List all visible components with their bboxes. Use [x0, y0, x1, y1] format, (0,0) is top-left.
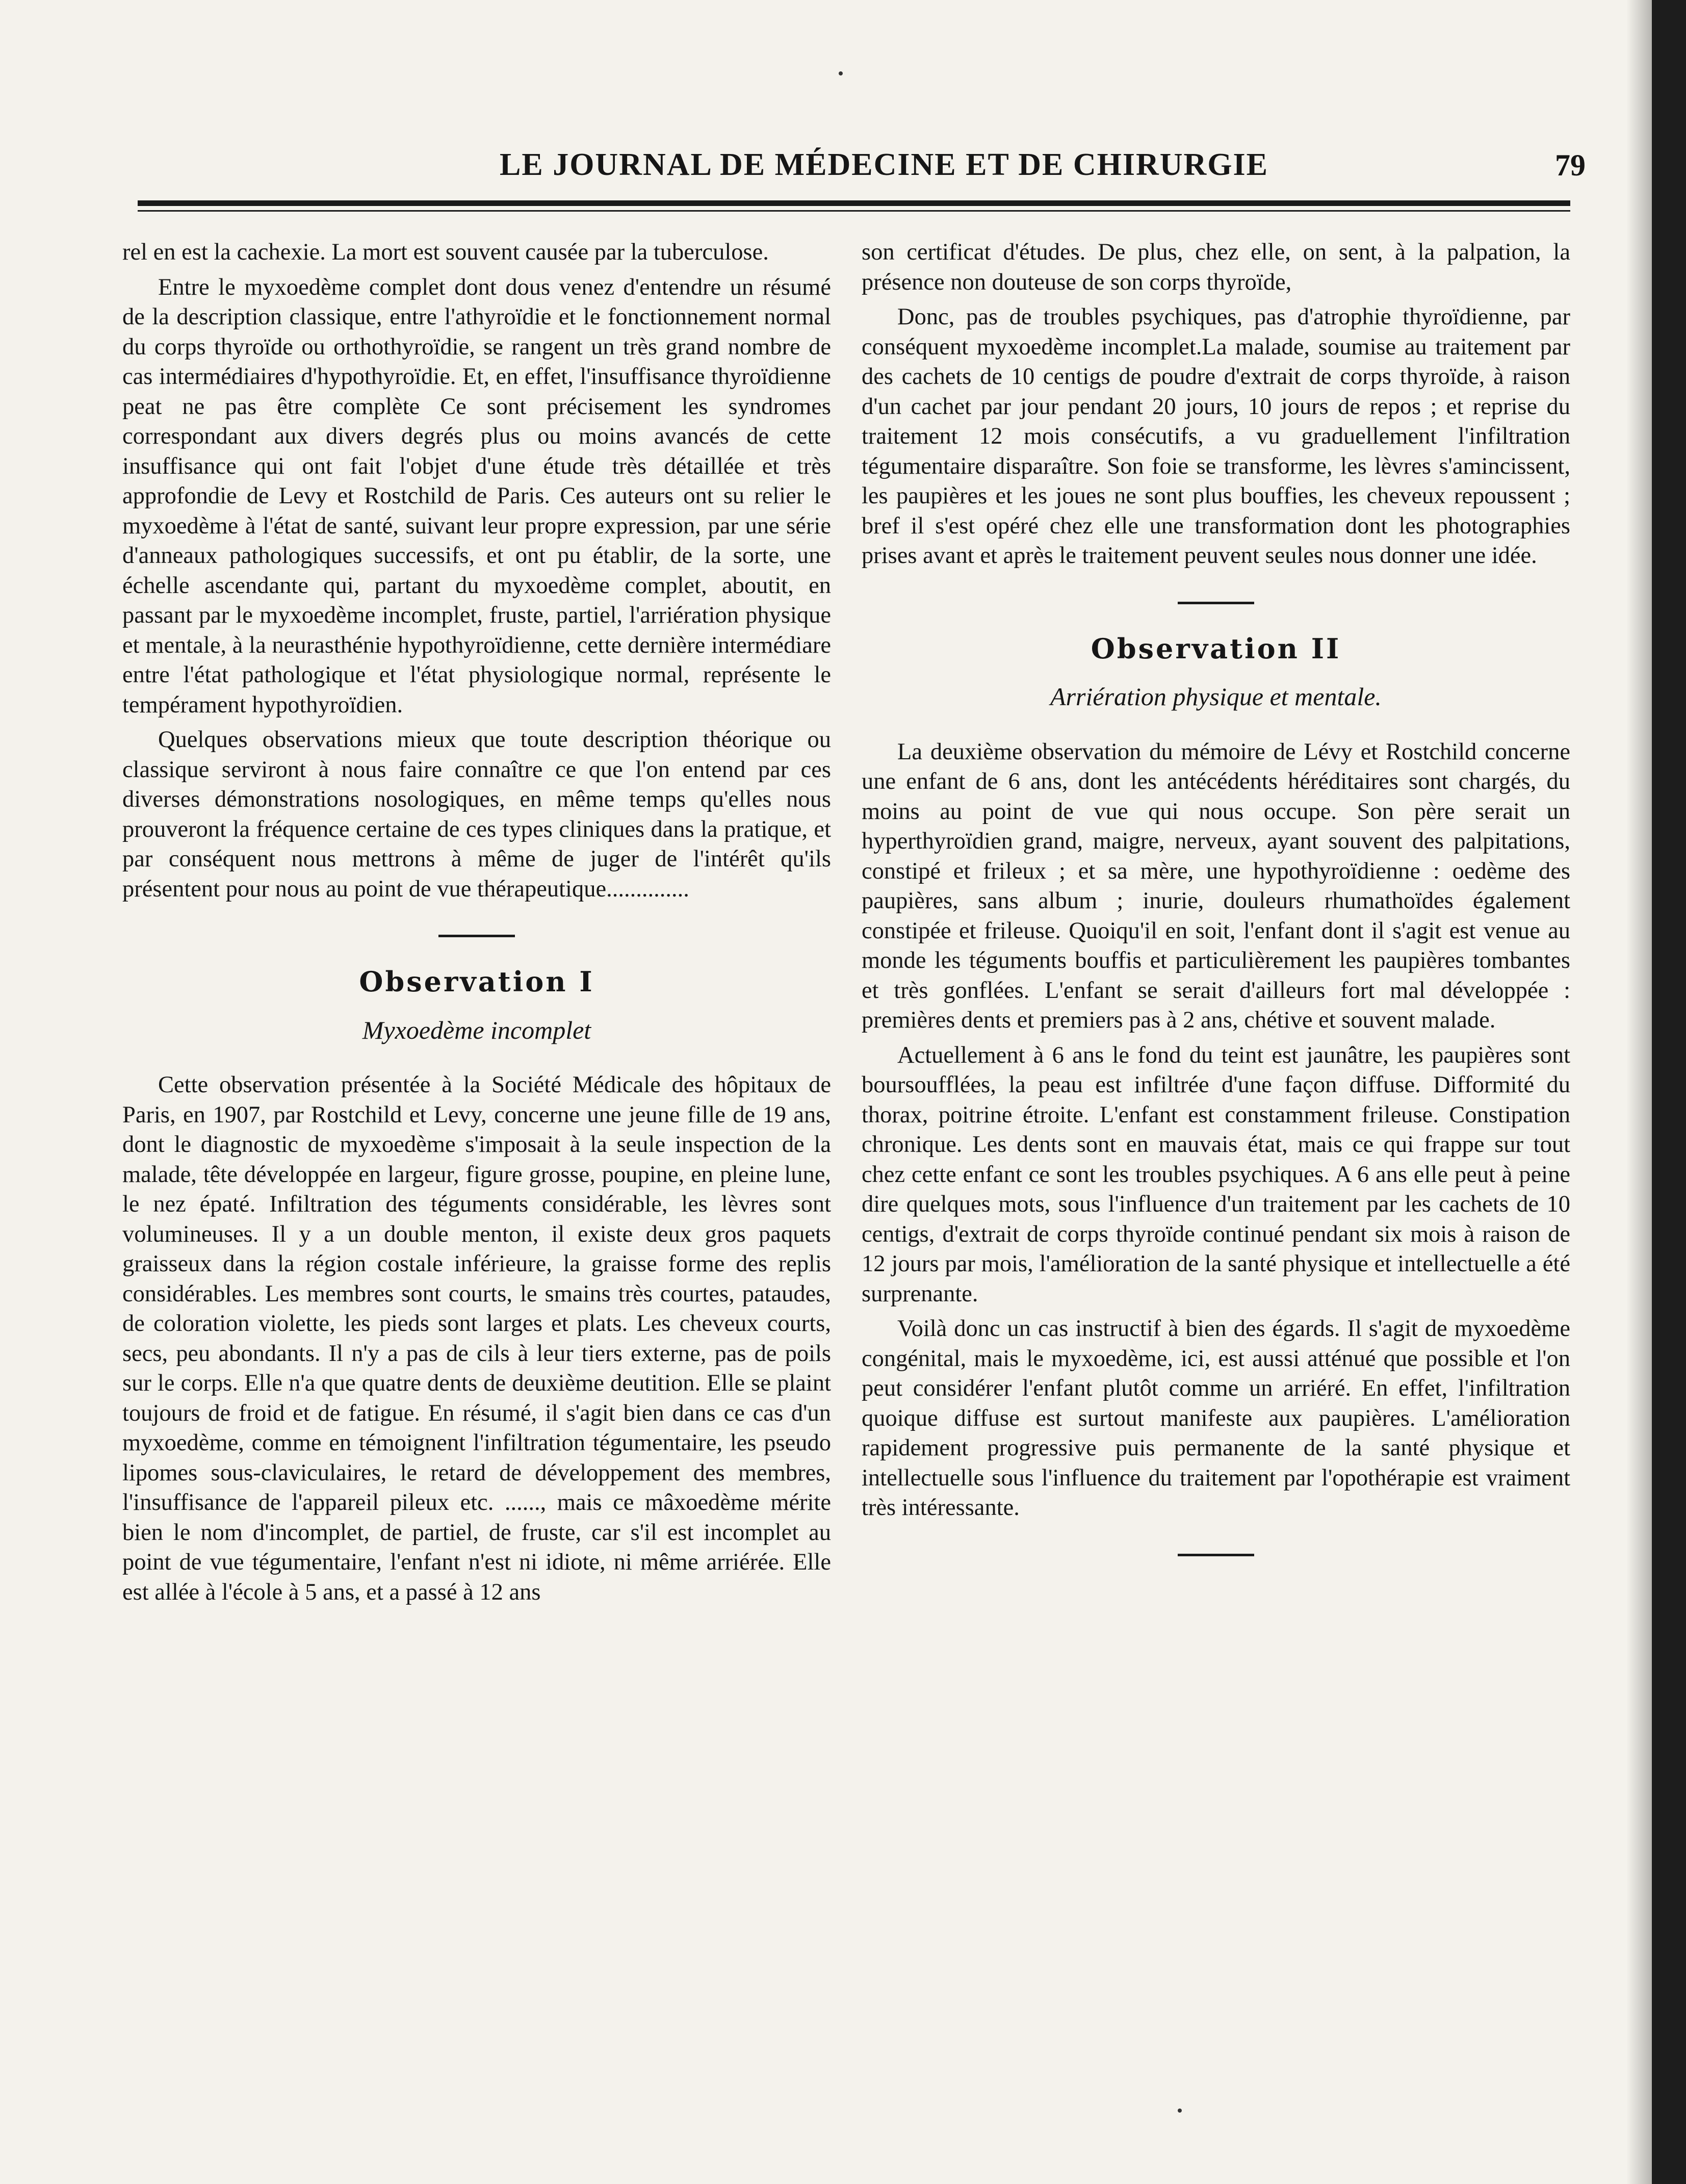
paragraph: Cette observation présentée à la Société Médicale des hôpitaux de Paris, en 1907, par Rostchild et Levy, concerne une jeune fille de 19 ans, dont le diagnostic de myxoedème s'imposait à la seule inspection de la malade, tête développée en largeur, figure grosse, poupine, en pleine lune, le nez épaté. Infiltration des téguments considérable, les lèvres sont volumineuses. Il y a un double menton, il existe deux gros paquets graisseux dans la région costale inférieure, la graisse forme des replis considérables. Les membres sont courts, le smains très courtes, pataudes, de coloration violette, les pieds sont larges et plats. Les cheveux courts, secs, peu abondants. Il n'y a pas de cils à leur tiers externe, pas de poils sur le corps. Elle n'a que quatre dents de deuxième deutition. Elle se plaint toujours de froid et de fatigue. En résumé, il s'agit bien dans ce cas d'un myxoedème, comme en témoignent l'infiltration tégumentaire, les pseudo lipomes sous-claviculaires, le retard de développement des membres, l'insuffisance de l'appareil pileux etc. ......, mais ce mâxoedème mérite bien le nom d'incomplet, de partiel, de fruste, car s'il est incomplet au point de vue tégumentaire, l'enfant n'est ni idiote, ni même arriérée. Elle est allée à l'école à 5 ans, et a passé à 12 ans [122, 1072, 831, 1605]
paragraph: Actuellement à 6 ans le fond du teint est jaunâtre, les paupières sont boursoufflées, la peau est infiltrée d'une façon diffuse. Difformité du thorax, poitrine étroite. L'enfant est constamment frileuse. Constipation chronique. Les dents sont en mauvais état, mais ce qui frappe sur tout chez cette enfant ce sont les troubles psychiques. A 6 ans elle peut à peine dire quelques mots, sous l'influence d'un traitement par les cachets de 10 centigs, d'extrait de corps thyroïde continué pendant six mois à raison de 12 jours par mois, l'amélioration de la santé physique et intellectuelle a été surprenante. [862, 1042, 1570, 1307]
section-separator [438, 935, 515, 937]
paragraph: rel en est la cachexie. La mort est souvent causée par la tuberculose. [122, 239, 769, 265]
paragraph: Entre le myxoedème complet dont dous venez d'entendre un résumé de la description classique, entre l'athyroïdie et le fonctionnement normal du corps thyroïde ou orthothyroïdie, se rangent un très grand nombre de cas intermédiaires d'hypothyroïdie. Et, en effet, l'insuffisance thyroïdienne peat ne pas être complète Ce sont précisement les syndromes correspondant aux divers degrés plus ou moins avancés de cette insuffisance qui ont fait l'objet d'une étude très détaillée et très approfondie de Levy et Rostchild de Paris. Ces auteurs ont su relier le myxoedème à l'état de santé, suivant leur propre expression, par une série d'anneaux pathologiques successifs, et ont pu établir, de la sorte, une échelle ascendante qui, partant du myxoedème complet, aboutit, en passant par le myxoedème incomplet, fruste, partiel, l'arriération physique et mentale, à la neurasthénie hypothyroïdienne, cette dernière intermédiare entre l'état pathologique et l'état physiologique normal, représente le tempérament hypothyroïdien. [122, 274, 831, 718]
print-speck [839, 71, 843, 75]
paragraph: son certificat d'études. De plus, chez elle, on sent, à la palpation, la présence non douteuse de son corps thyroïde, [862, 239, 1570, 295]
paragraph: Donc, pas de troubles psychiques, pas d'atrophie thyroïdienne, par conséquent myxoedème incomplet.La malade, soumise au traitement par des cachets de 10 centigs de poudre d'extrait de corps thyroïde, à raison d'un cachet par jour pendant 20 jours, 10 jours de repos ; et reprise du traitement 12 mois consécutifs, a vu graduellement l'infiltration tégumentaire disparaître. Son foie se transforme, les lèvres s'amincissent, les paupières et les joues ne sont plus bouffies, les cheveux repoussent ; bref il s'est opéré chez elle une transformation dont les photographies prises avant et après le traitement peuvent seules nous donner une idée. [862, 304, 1570, 569]
page-edge-shadow [1626, 0, 1652, 2184]
page-header [122, 143, 1586, 199]
page-number: 79 [1555, 148, 1586, 182]
print-speck [1178, 2109, 1182, 2113]
section-separator [1178, 1554, 1254, 1556]
header-rule-thick [138, 200, 1570, 206]
page-edge [1652, 0, 1686, 2184]
observation-1-heading: Observation I [359, 965, 594, 998]
running-title: LE JOURNAL DE MÉDECINE ET DE CHIRURGIE [500, 147, 1268, 182]
observation-1-subtitle: Myxoedème incomplet [362, 1015, 591, 1044]
left-column [122, 238, 831, 1612]
right-column [862, 238, 1570, 1586]
section-separator [1178, 602, 1254, 604]
observation-2-heading: Observation II [1091, 632, 1341, 665]
paragraph: Voilà donc un cas instructif à bien des égards. Il s'agit de myxoedème congénital, mais le myxoedème, ici, est aussi atténué que possible et l'on peut considérer l'enfant plutôt comme un arriéré. En effet, l'infiltration quoique diffuse est surtout manifeste aux paupières. L'amélioration rapidement progressive puis permanente de la santé physique et intellectuelle sous l'influence du traitement par l'opothérapie est vraiment très intéressante. [862, 1316, 1570, 1521]
paragraph: Quelques observations mieux que toute description théorique ou classique serviront à nous faire connaître ce que l'on entend par ces diverses démonstrations nosologiques, en même temps qu'elles nous prouveront la fréquence certaine de ces types cliniques dans la pratique, et par conséquent nous mettrons à même de juger de l'intérêt qu'ils présentent pour nous au point de vue thérapeutique.............. [122, 727, 831, 902]
paragraph: La deuxième observation du mémoire de Lévy et Rostchild concerne une enfant de 6 ans, dont les antécédents héréditaires sont chargés, du moins au point de vue qui nous occupe. Son père serait un hyperthyroïdien grand, maigre, nerveux, ayant souvent des palpitations, constipé et frileux ; et sa mère, une hypothyroïdienne : oedème des paupières, sans album ; inurie, douleurs rhumathoïdes également constipée et frileuse. Quoiqu'il en soit, l'enfant dont il s'agit est venue au monde les téguments bouffis et particulièrement les paupières tombantes et très gonflées. L'enfant se serait d'ailleurs fort mal développée : premières dents et premiers pas à 2 ans, chétive et souvent malade. [862, 738, 1570, 1033]
header-rule-thin [138, 210, 1570, 212]
observation-2-subtitle: Arriération physique et mentale. [1050, 682, 1382, 711]
